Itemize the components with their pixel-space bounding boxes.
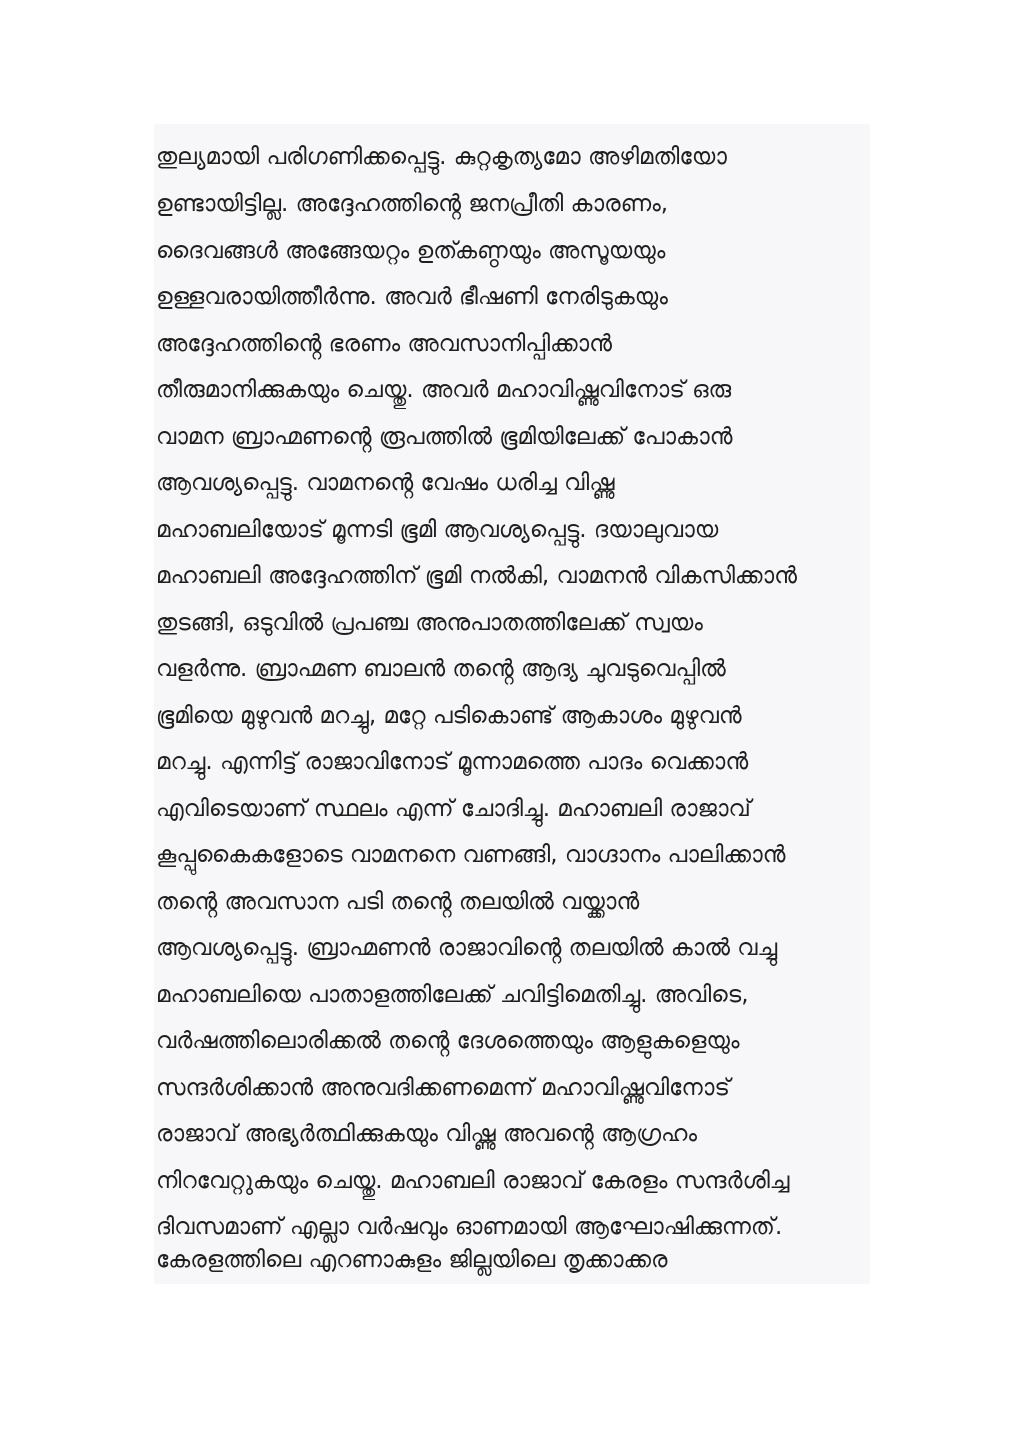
text-line: തുല്യമായി പരിഗണിക്കപ്പെട്ടു. കുറ്റകൃത്യമോ അഴിമതിയോ bbox=[156, 144, 727, 170]
document-text-block bbox=[154, 124, 870, 1284]
text-line: ഉള്ളവരായിത്തീർന്നു. അവർ ഭീഷണി നേരിടുകയും bbox=[156, 284, 668, 310]
text-line: സന്ദർശിക്കാൻ അനുവദിക്കണമെന്ന് മഹാവിഷ്ണുവിനോട് bbox=[156, 1075, 730, 1101]
text-line: ആവശ്യപ്പെട്ടു. ബ്രാഹ്മണൻ രാജാവിൻ്റെ തലയിൽ കാൽ വച്ചു bbox=[156, 935, 778, 961]
text-line: കേരളത്തിലെ എറണാകുളം ജില്ലയിലെ തൃക്കാക്കര bbox=[156, 1247, 668, 1273]
text-line: ദൈവങ്ങൾ അങ്ങേയറ്റം ഉത്കണ്ഠയും അസൂയയും bbox=[156, 238, 666, 264]
text-line: മഹാബലിയോട് മൂന്നടി ഭൂമി ആവശ്യപ്പെട്ടു. ദയാലുവായ bbox=[156, 517, 719, 543]
text-line: തീരുമാനിക്കുകയും ചെയ്തു. അവർ മഹാവിഷ്ണുവിനോട് ഒരു bbox=[156, 377, 732, 403]
text-line: വാമന ബ്രാഹ്മണൻ്റെ രൂപത്തിൽ ഭൂമിയിലേക്ക് പോകാൻ bbox=[156, 424, 733, 450]
text-line: തൻ്റെ അവസാന പടി തൻ്റെ തലയിൽ വയ്ക്കാൻ bbox=[156, 889, 640, 915]
text-line: തുടങ്ങി, ഒടുവിൽ പ്രപഞ്ച അനുപാതത്തിലേക്ക് സ്വയം bbox=[156, 610, 703, 636]
text-line: ഉണ്ടായിട്ടില്ല. അദ്ദേഹത്തിൻ്റെ ജനപ്രീതി കാരണം, bbox=[156, 191, 669, 217]
text-line: എവിടെയാണ് സ്ഥലം എന്ന് ചോദിച്ചു. മഹാബലി രാജാവ് bbox=[156, 796, 751, 822]
text-line: വർഷത്തിലൊരിക്കൽ തൻ്റെ ദേശത്തെയും ആളുകളെയും bbox=[156, 1028, 740, 1054]
text-line: മഹാബലി അദ്ദേഹത്തിന് ഭൂമി നൽകി, വാമനൻ വികസിക്കാൻ bbox=[156, 563, 797, 589]
text-line: രാജാവ് അഭ്യർത്ഥിക്കുകയും വിഷ്ണു അവൻ്റെ ആഗ്രഹം bbox=[156, 1121, 697, 1147]
text-line: നിറവേറ്റുകയും ചെയ്തു. മഹാബലി രാജാവ് കേരളം സന്ദർശിച്ച bbox=[156, 1168, 790, 1194]
text-line: കൂപ്പുകൈകളോടെ വാമനനെ വണങ്ങി, വാഗ്ദാനം പാലിക്കാൻ bbox=[156, 842, 786, 868]
text-line: മഹാബലിയെ പാതാളത്തിലേക്ക് ചവിട്ടിമെതിച്ചു. അവിടെ, bbox=[156, 982, 749, 1008]
text-line: വളർന്നു. ബ്രാഹ്മണ ബാലൻ തൻ്റെ ആദ്യ ചുവടുവെപ്പിൽ bbox=[156, 656, 726, 682]
text-line: ഭൂമിയെ മുഴുവൻ മറച്ചു, മറ്റേ പടികൊണ്ട് ആകാശം മുഴുവൻ bbox=[156, 703, 742, 729]
text-line: ദിവസമാണ് എല്ലാ വർഷവും ഓണമായി ആഘോഷിക്കുന്നത്. bbox=[156, 1214, 783, 1240]
text-line: അദ്ദേഹത്തിൻ്റെ ഭരണം അവസാനിപ്പിക്കാൻ bbox=[156, 331, 613, 357]
text-line: മറച്ചു. എന്നിട്ട് രാജാവിനോട് മൂന്നാമത്തെ പാദം വെക്കാൻ bbox=[156, 749, 749, 775]
text-line: ആവശ്യപ്പെട്ടു. വാമനൻ്റെ വേഷം ധരിച്ച വിഷ്ണു bbox=[156, 470, 615, 496]
